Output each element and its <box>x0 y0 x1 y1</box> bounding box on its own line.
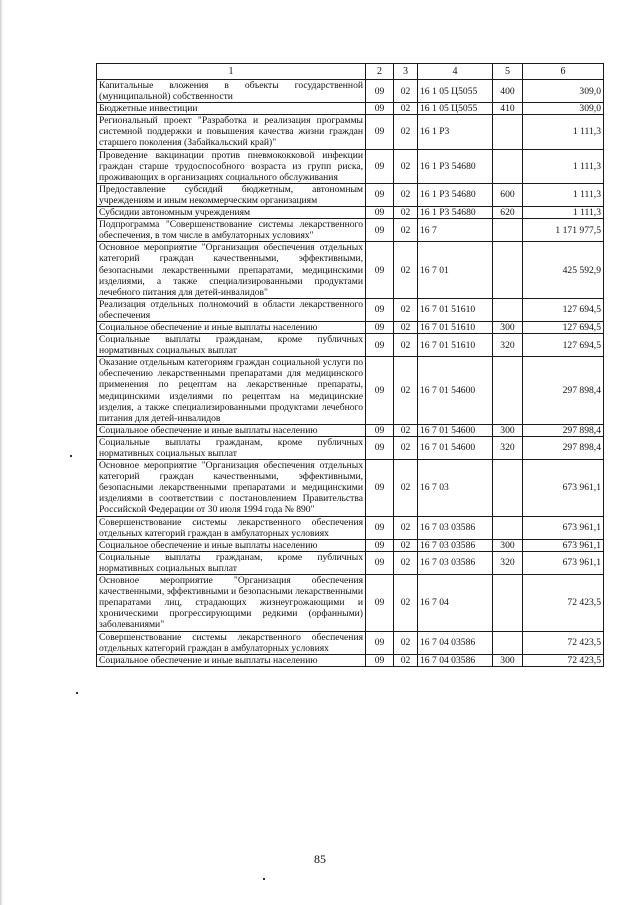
table-row <box>97 516 604 539</box>
row-name-cell: Региональный проект "Разработка и реализация программы системной поддержки и повышения качества жизни граждан старшего поколения (Забайкальский край)" <box>97 115 366 149</box>
row-expense-type-cell: 600 <box>493 183 523 206</box>
row-subsection-cell: 02 <box>394 103 418 115</box>
table-row <box>97 207 604 219</box>
row-subsection-cell: 02 <box>394 207 418 219</box>
row-amount-cell: 127 694,5 <box>523 298 604 321</box>
row-subsection-cell: 02 <box>394 183 418 206</box>
row-amount-cell: 1 111,3 <box>523 183 604 206</box>
row-subsection-cell: 02 <box>394 357 418 425</box>
row-target-article-cell: 16 7 03 03586 <box>418 539 493 551</box>
row-target-article-cell: 16 1 P3 54680 <box>418 207 493 219</box>
row-amount-cell: 673 961,1 <box>523 460 604 516</box>
row-expense-type-cell <box>493 242 523 298</box>
row-name-cell: Основное мероприятие "Организация обеспечения отдельных категорий граждан качественными, эффективными, безопасными лекарственными препаратами, медицинскими изделиями, а также специализированными продуктами лечебного питания для детей-инвалидов" <box>97 242 366 298</box>
row-amount-cell: 72 423,5 <box>523 631 604 654</box>
row-section-cell: 09 <box>366 149 394 183</box>
row-name-cell: Предоставление субсидий бюджетным, автономным учреждениям и иным некоммерческим организациям <box>97 183 366 206</box>
row-subsection-cell: 02 <box>394 80 418 103</box>
row-target-article-cell: 16 7 04 <box>418 575 493 631</box>
page-number: 85 <box>314 852 326 866</box>
row-expense-type-cell: 400 <box>493 80 523 103</box>
row-section-cell: 09 <box>366 242 394 298</box>
row-section-cell: 09 <box>366 516 394 539</box>
row-expense-type-cell: 410 <box>493 103 523 115</box>
row-subsection-cell: 02 <box>394 575 418 631</box>
row-subsection-cell: 02 <box>394 436 418 459</box>
row-subsection-cell: 02 <box>394 298 418 321</box>
row-target-article-cell: 16 7 01 54600 <box>418 424 493 436</box>
row-amount-cell: 72 423,5 <box>523 654 604 666</box>
row-target-article-cell: 16 1 P3 54680 <box>418 149 493 183</box>
row-subsection-cell: 02 <box>394 551 418 574</box>
table-row <box>97 298 604 321</box>
row-target-article-cell: 16 7 <box>418 219 493 242</box>
row-subsection-cell: 02 <box>394 539 418 551</box>
row-subsection-cell: 02 <box>394 631 418 654</box>
row-amount-cell: 673 961,1 <box>523 516 604 539</box>
row-expense-type-cell <box>493 219 523 242</box>
table-row <box>97 80 604 103</box>
row-name-cell: Капитальные вложения в объекты государственной (муниципальной) собственности <box>97 80 366 103</box>
row-target-article-cell: 16 7 03 03586 <box>418 551 493 574</box>
row-subsection-cell: 02 <box>394 242 418 298</box>
row-target-article-cell: 16 7 01 <box>418 242 493 298</box>
row-amount-cell: 1 111,3 <box>523 149 604 183</box>
row-amount-cell: 1 171 977,5 <box>523 219 604 242</box>
column-header: 4 <box>418 64 493 80</box>
row-amount-cell: 309,0 <box>523 80 604 103</box>
row-target-article-cell: 16 7 01 54600 <box>418 436 493 459</box>
row-section-cell: 09 <box>366 219 394 242</box>
table-row <box>97 183 604 206</box>
stray-mark <box>263 878 265 880</box>
row-name-cell: Социальное обеспечение и иные выплаты населению <box>97 539 366 551</box>
row-name-cell: Субсидии автономным учреждениям <box>97 207 366 219</box>
row-section-cell: 09 <box>366 115 394 149</box>
row-amount-cell: 127 694,5 <box>523 334 604 357</box>
row-target-article-cell: 16 1 05 Ц5055 <box>418 80 493 103</box>
row-target-article-cell: 16 1 05 Ц5055 <box>418 103 493 115</box>
row-section-cell: 09 <box>366 334 394 357</box>
row-expense-type-cell: 320 <box>493 551 523 574</box>
row-section-cell: 09 <box>366 183 394 206</box>
budget-table <box>96 63 604 667</box>
row-amount-cell: 297 898,4 <box>523 357 604 425</box>
row-name-cell: Реализация отдельных полномочий в области лекарственного обеспечения <box>97 298 366 321</box>
row-expense-type-cell <box>493 631 523 654</box>
row-subsection-cell: 02 <box>394 115 418 149</box>
column-header: 2 <box>366 64 394 80</box>
row-expense-type-cell: 300 <box>493 654 523 666</box>
row-section-cell: 09 <box>366 460 394 516</box>
row-target-article-cell: 16 7 01 51610 <box>418 298 493 321</box>
row-expense-type-cell <box>493 357 523 425</box>
row-name-cell: Социальное обеспечение и иные выплаты населению <box>97 424 366 436</box>
row-expense-type-cell: 320 <box>493 334 523 357</box>
row-amount-cell: 425 592,9 <box>523 242 604 298</box>
row-amount-cell: 1 111,3 <box>523 115 604 149</box>
row-target-article-cell: 16 7 01 54600 <box>418 357 493 425</box>
row-amount-cell: 297 898,4 <box>523 424 604 436</box>
row-subsection-cell: 02 <box>394 460 418 516</box>
table-row <box>97 436 604 459</box>
table-row <box>97 575 604 631</box>
row-name-cell: Основное мероприятие "Организация обеспечения качественными, эффективными и безопасными лекарственными препаратами лиц, страдающих жизнеугрожающими и хроническими прогрессирующими редкими (орфанными) заболеваниями" <box>97 575 366 631</box>
row-subsection-cell: 02 <box>394 654 418 666</box>
row-section-cell: 09 <box>366 631 394 654</box>
row-name-cell: Бюджетные инвестиции <box>97 103 366 115</box>
column-header: 1 <box>97 64 366 80</box>
row-target-article-cell: 16 7 03 03586 <box>418 516 493 539</box>
row-name-cell: Социальные выплаты гражданам, кроме публичных нормативных социальных выплат <box>97 334 366 357</box>
row-section-cell: 09 <box>366 424 394 436</box>
row-amount-cell: 297 898,4 <box>523 436 604 459</box>
row-name-cell: Проведение вакцинации против пневмококковой инфекции граждан старше трудоспособного возраста из групп риска, проживающих в организациях социального обслуживания <box>97 149 366 183</box>
row-subsection-cell: 02 <box>394 334 418 357</box>
row-name-cell: Основное мероприятие "Организация обеспечения отдельных категорий граждан качественными, эффективными, безопасными лекарственными препаратами и медицинскими изделиями в соответствии с постановлением Правительства Российской Федерации от 30 июля 1994 года № 890" <box>97 460 366 516</box>
table-row <box>97 551 604 574</box>
row-name-cell: Социальное обеспечение и иные выплаты населению <box>97 654 366 666</box>
row-target-article-cell: 16 7 01 51610 <box>418 321 493 333</box>
column-header: 3 <box>394 64 418 80</box>
table-row <box>97 115 604 149</box>
row-target-article-cell: 16 7 04 03586 <box>418 631 493 654</box>
stray-mark <box>70 455 72 457</box>
row-target-article-cell: 16 7 03 <box>418 460 493 516</box>
column-header: 5 <box>493 64 523 80</box>
row-expense-type-cell <box>493 115 523 149</box>
row-section-cell: 09 <box>366 298 394 321</box>
row-amount-cell: 72 423,5 <box>523 575 604 631</box>
table-row <box>97 103 604 115</box>
table-row <box>97 631 604 654</box>
row-subsection-cell: 02 <box>394 219 418 242</box>
row-section-cell: 09 <box>366 321 394 333</box>
row-expense-type-cell <box>493 149 523 183</box>
row-name-cell: Совершенствование системы лекарственного обеспечения отдельных категорий граждан в амбулаторных условиях <box>97 516 366 539</box>
row-section-cell: 09 <box>366 539 394 551</box>
row-target-article-cell: 16 1 P3 54680 <box>418 183 493 206</box>
row-subsection-cell: 02 <box>394 149 418 183</box>
scan-edge <box>0 0 3 905</box>
row-amount-cell: 673 961,1 <box>523 551 604 574</box>
row-section-cell: 09 <box>366 654 394 666</box>
row-section-cell: 09 <box>366 551 394 574</box>
row-section-cell: 09 <box>366 436 394 459</box>
row-expense-type-cell <box>493 298 523 321</box>
row-section-cell: 09 <box>366 357 394 425</box>
row-expense-type-cell: 320 <box>493 436 523 459</box>
row-amount-cell: 1 111,3 <box>523 207 604 219</box>
row-section-cell: 09 <box>366 575 394 631</box>
row-section-cell: 09 <box>366 103 394 115</box>
row-amount-cell: 673 961,1 <box>523 539 604 551</box>
row-expense-type-cell: 620 <box>493 207 523 219</box>
row-name-cell: Социальное обеспечение и иные выплаты населению <box>97 321 366 333</box>
row-subsection-cell: 02 <box>394 516 418 539</box>
row-section-cell: 09 <box>366 80 394 103</box>
table-row <box>97 654 604 666</box>
row-subsection-cell: 02 <box>394 424 418 436</box>
table-row <box>97 149 604 183</box>
row-target-article-cell: 16 7 04 03586 <box>418 654 493 666</box>
table-row <box>97 539 604 551</box>
row-target-article-cell: 16 7 01 51610 <box>418 334 493 357</box>
column-header: 6 <box>523 64 604 80</box>
row-expense-type-cell <box>493 575 523 631</box>
table-row <box>97 219 604 242</box>
row-target-article-cell: 16 1 P3 <box>418 115 493 149</box>
row-expense-type-cell: 300 <box>493 539 523 551</box>
table-row <box>97 424 604 436</box>
table-row <box>97 321 604 333</box>
row-expense-type-cell <box>493 460 523 516</box>
row-name-cell: Совершенствование системы лекарственного обеспечения отдельных категорий граждан в амбулаторных условиях <box>97 631 366 654</box>
table-header-row <box>97 64 604 80</box>
stray-mark <box>76 692 78 694</box>
table-row <box>97 334 604 357</box>
table-row <box>97 242 604 298</box>
table-row <box>97 357 604 425</box>
row-subsection-cell: 02 <box>394 321 418 333</box>
row-expense-type-cell <box>493 516 523 539</box>
table-row <box>97 460 604 516</box>
row-amount-cell: 309,0 <box>523 103 604 115</box>
row-amount-cell: 127 694,5 <box>523 321 604 333</box>
budget-table-body <box>97 64 604 667</box>
row-expense-type-cell: 300 <box>493 321 523 333</box>
row-name-cell: Социальные выплаты гражданам, кроме публичных нормативных социальных выплат <box>97 436 366 459</box>
row-name-cell: Социальные выплаты гражданам, кроме публичных нормативных социальных выплат <box>97 551 366 574</box>
row-name-cell: Оказание отдельным категориям граждан социальной услуги по обеспечению лекарственными препаратами для медицинского применения по рецептам на лекарственные препараты, медицинскими изделиями по рецептам на медицинские изделия, а также специализированными продуктами лечебного питания для детей-инвалидов <box>97 357 366 425</box>
row-section-cell: 09 <box>366 207 394 219</box>
row-expense-type-cell: 300 <box>493 424 523 436</box>
row-name-cell: Подпрограмма "Совершенствование системы лекарственного обеспечения, в том числе в амбулаторных условиях" <box>97 219 366 242</box>
